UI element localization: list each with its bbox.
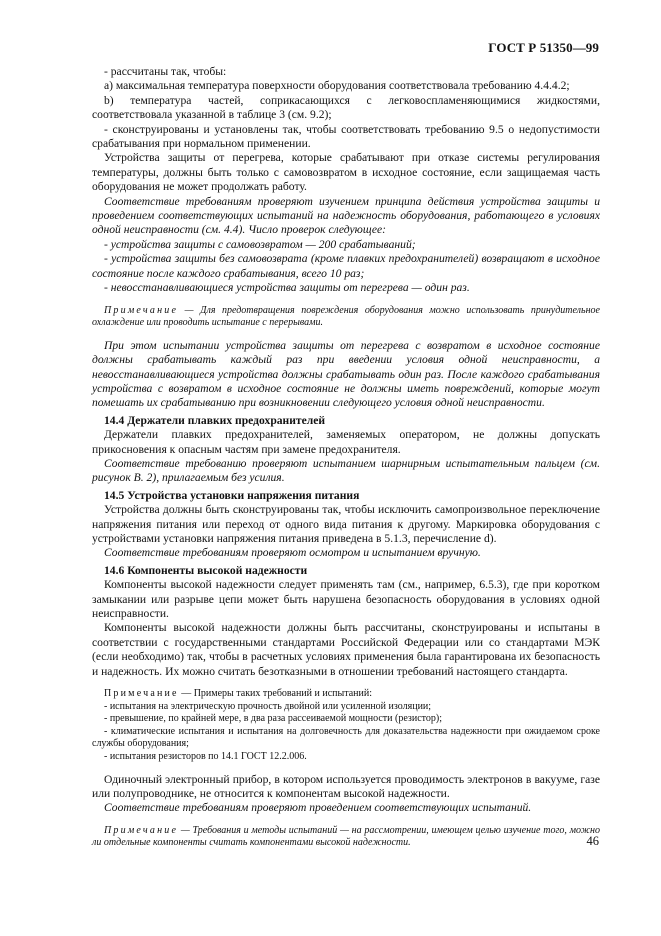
note-2 bbox=[92, 688, 600, 701]
note-3 bbox=[92, 825, 600, 850]
paragraph: Компоненты высокой надежности следует применять там (см., например, 6.5.3), где при коротком замыкании или разрыве цепи может быть нарушена безопасность оборудования в условиях одной неисправности. bbox=[92, 578, 600, 620]
list-item: - превышение, по крайней мере, в два раза рассеиваемой мощности (резистор); bbox=[104, 713, 442, 725]
document-id-header: ГОСТ Р 51350—99 bbox=[488, 40, 599, 55]
list-item: - устройства защиты без самовозврата (кроме плавких предохранителей) возвращают в исходное состояние после каждого срабатывания, всего 10 раз; bbox=[92, 252, 600, 280]
list-item: - рассчитаны так, чтобы: bbox=[104, 65, 227, 78]
section-heading-14-5: 14.5 Устройства установки напряжения питания bbox=[104, 488, 360, 502]
section-heading-14-6: 14.6 Компоненты высокой надежности bbox=[104, 563, 308, 577]
paragraph: Устройства должны быть сконструированы так, чтобы исключить самопроизвольное переключение напряжения питания или переход от одного вида питания к другому. Маркировка оборудования с устройствами установки напряжения питания приведена в 5.1.3, перечисление d). bbox=[92, 503, 600, 545]
note-text: — Для предотвращения повреждения оборудования можно использовать принудительное охлаждение или проводить испытание с перерывами. bbox=[92, 304, 600, 329]
note-text: — Требования и методы испытаний — на рассмотрении, имеющем целью изучение того, можно ли отдельные компоненты считать компонентами высокой надежности. bbox=[92, 824, 600, 849]
list-item: b) температура частей, соприкасающихся с легковоспламеняющимися жидкостями, соответствовала указанной в таблице 3 (см. 9.2); bbox=[92, 93, 600, 122]
list-item: - устройства защиты с самовозвратом — 200 срабатываний; bbox=[104, 237, 416, 251]
note-label: Примечание bbox=[104, 304, 179, 316]
paragraph: Держатели плавких предохранителей, заменяемых оператором, не должны допускать прикосновения к опасным частям при замене предохранителя. bbox=[92, 428, 600, 456]
paragraph: Одиночный электронный прибор, в котором используется проводимость электронов в вакууме, газе или полупроводнике, не относится к компонентам высокой надежности. bbox=[92, 772, 600, 800]
note-1 bbox=[92, 305, 600, 330]
compliance-paragraph: Соответствие требованию проверяют испытанием шарнирным испытательным пальцем (см. рисунок В. 2), прилагаемым без усилия. bbox=[92, 456, 600, 485]
compliance-paragraph: Соответствие требованиям проверяют проведением соответствующих испытаний. bbox=[104, 801, 532, 815]
list-item: а) максимальная температура поверхности оборудования соответствовала требованию 4.4.4.2; bbox=[104, 79, 570, 93]
compliance-paragraph: Соответствие требованиям проверяют осмотром и испытанием вручную. bbox=[104, 546, 481, 560]
note-text: — Примеры таких требований и испытаний: bbox=[178, 688, 372, 700]
paragraph: Устройства защиты от перегрева, которые срабатывают при отказе системы регулирования температуры, должны быть только с самовозвратом в исходное состояние, если защищаемая часть оборудования не может продолжать работу. bbox=[92, 151, 600, 194]
list-item: - испытания резисторов по 14.1 ГОСТ 12.2.006. bbox=[104, 751, 307, 762]
paragraph: При этом испытании устройства защиты от перегрева с возвратом в исходное состояние должны срабатывать каждый раз при введении условия одной неисправности, а невосстанавливающиеся устройства должны срабатывать один раз. После каждого срабатывания устройства с возвратом в исходное состояние не должны иметь повреждений, которые могут помешать их срабатыванию при возникновении следующего условия одной неисправности. bbox=[92, 338, 600, 410]
list-item: - сконструированы и установлены так, чтобы соответствовать требованию 9.5 о недопустимости срабатывания при нормальном применении. bbox=[92, 122, 600, 151]
note-label: Примечание bbox=[104, 688, 179, 700]
list-item: - испытания на электрическую прочность двойной или усиленной изоляции; bbox=[104, 700, 432, 712]
section-heading-14-4: 14.4 Держатели плавких предохранителей bbox=[104, 413, 326, 427]
list-item: - климатические испытания и испытания на долговечность для доказательства надежности при ожидаемом сроке службы оборудования; bbox=[92, 725, 600, 750]
list-item: - невосстанавливающиеся устройства защиты от перегрева — один раз. bbox=[104, 281, 470, 295]
note-label: Примечание bbox=[104, 824, 179, 836]
compliance-paragraph: Соответствие требованиям проверяют изучением принципа действия устройства защиты и проведением соответствующих испытаний на надежность оборудования, работающего в условиях одной неисправности (см. 4.4). Число проверок следующее: bbox=[92, 194, 600, 237]
paragraph: Компоненты высокой надежности должны быть рассчитаны, сконструированы и испытаны в соответствии с государственными стандартами Российской Федерации или со стандартами МЭК (если необходимо) так, чтобы в расчетных условиях применения была гарантирована их безопасность и надежность. Их можно считать безотказными в отношении требований настоящего стандарта. bbox=[92, 621, 600, 678]
page-body bbox=[92, 65, 600, 850]
page-number: 46 bbox=[586, 834, 599, 848]
